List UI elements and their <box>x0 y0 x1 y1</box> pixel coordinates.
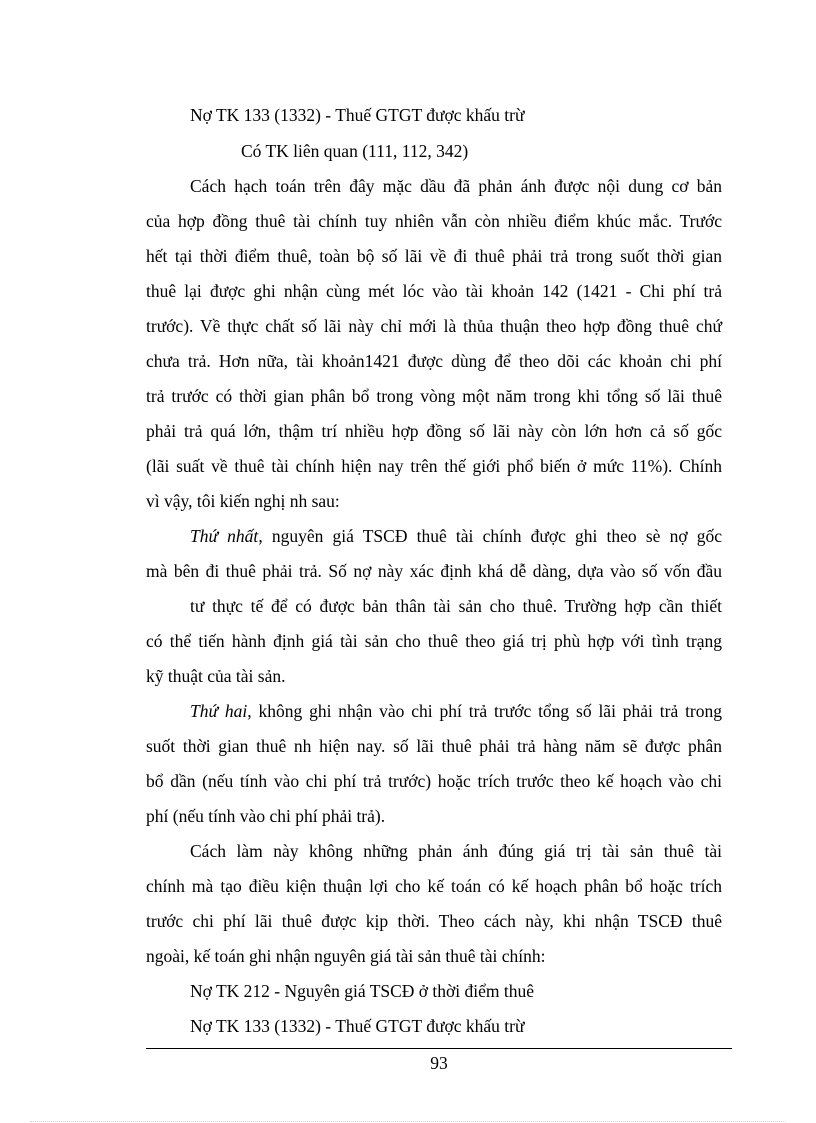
paragraph-line: chính mà tạo điều kiện thuận lợi cho kế toán có kế hoạch phân bổ hoặc trích <box>146 876 722 896</box>
italic-lead: Thứ hai <box>190 701 248 721</box>
journal-entry-line: Có TK liên quan (111, 112, 342) <box>241 141 469 161</box>
page-number: 93 <box>430 1053 448 1073</box>
journal-entry-line: Nợ TK 212 - Nguyên giá TSCĐ ở thời điểm thuê <box>190 981 535 1001</box>
paragraph-line: (lãi suất về thuê tài chính hiện nay trên thế giới phổ biến ở mức 11%). Chính <box>146 456 722 476</box>
paragraph-line: Cách làm này không những phản ánh đúng giá trị tài sản thuê tài <box>190 841 722 861</box>
paragraph-line: bổ dần (nếu tính vào chi phí trả trước) hoặc trích trước theo kế hoạch vào chi <box>146 771 722 791</box>
paragraph-line: vì vậy, tôi kiến nghị nh sau: <box>146 491 340 511</box>
footer-divider <box>146 1048 732 1049</box>
paragraph-line: ngoài, kế toán ghi nhận nguyên giá tài sản thuê tài chính: <box>146 946 546 966</box>
paragraph-line: của hợp đồng thuê tài chính tuy nhiên vẫn còn nhiều điểm khúc mắc. Trước <box>146 211 722 231</box>
italic-lead: Thứ nhất <box>190 526 259 546</box>
paragraph-line: trước). Về thực chất số lãi này chỉ mới là thủa thuận theo hợp đồng thuê chứ <box>146 316 722 336</box>
paragraph-line: có thể tiến hành định giá tài sản cho thuê theo giá trị phù hợp với tình trạng <box>146 631 722 651</box>
page-bottom-edge <box>30 1121 786 1122</box>
paragraph-line: mà bên đi thuê phải trả. Số nợ này xác định khá dễ dàng, dựa vào số vốn đầu <box>146 561 722 581</box>
paragraph-line: phí (nếu tính vào chi phí phải trả). <box>146 806 386 826</box>
paragraph-line <box>190 700 722 722</box>
paragraph-text: , nguyên giá TSCĐ thuê tài chính được ghi theo sè nợ gốc <box>258 526 723 546</box>
journal-entry-line: Nợ TK 133 (1332) - Thuế GTGT được khấu trừ <box>190 1016 525 1036</box>
paragraph-line: suốt thời gian thuê nh hiện nay. số lãi thuê phải trả hàng năm sẽ được phân <box>146 736 722 756</box>
paragraph-line: chưa trả. Hơn nữa, tài khoản1421 được dùng để theo dõi các khoản chi phí <box>146 351 722 371</box>
paragraph-text: , không ghi nhận vào chi phí trả trước tổng số lãi phải trả trong <box>247 701 723 721</box>
paragraph-line: Cách hạch toán trên đây mặc dầu đã phản ánh được nội dung cơ bản <box>190 176 722 196</box>
paragraph-line: kỹ thuật của tài sản. <box>146 666 286 686</box>
paragraph-line: thuê lại được ghi nhận cùng mét lóc vào tài khoản 142 (1421 - Chi phí trả <box>146 281 722 301</box>
paragraph-line: trả trước có thời gian phân bổ trong vòng một năm trong khi tổng số lãi thuê <box>146 386 722 406</box>
paragraph-line: trước chi phí lãi thuê được kịp thời. Theo cách này, khi nhận TSCĐ thuê <box>146 911 722 931</box>
paragraph-line: tư thực tế để có được bản thân tài sản cho thuê. Trường hợp cần thiết <box>190 596 722 616</box>
journal-entry-line: Nợ TK 133 (1332) - Thuế GTGT được khấu trừ <box>190 105 525 125</box>
paragraph-line: hết tại thời điểm thuê, toàn bộ số lãi về đi thuê phải trả trong suốt thời gian <box>146 246 722 266</box>
paragraph-line <box>190 525 722 547</box>
paragraph-line: phải trả quá lớn, thậm trí nhiều hợp đồng số lãi này còn lớn hơn cả số gốc <box>146 421 722 441</box>
